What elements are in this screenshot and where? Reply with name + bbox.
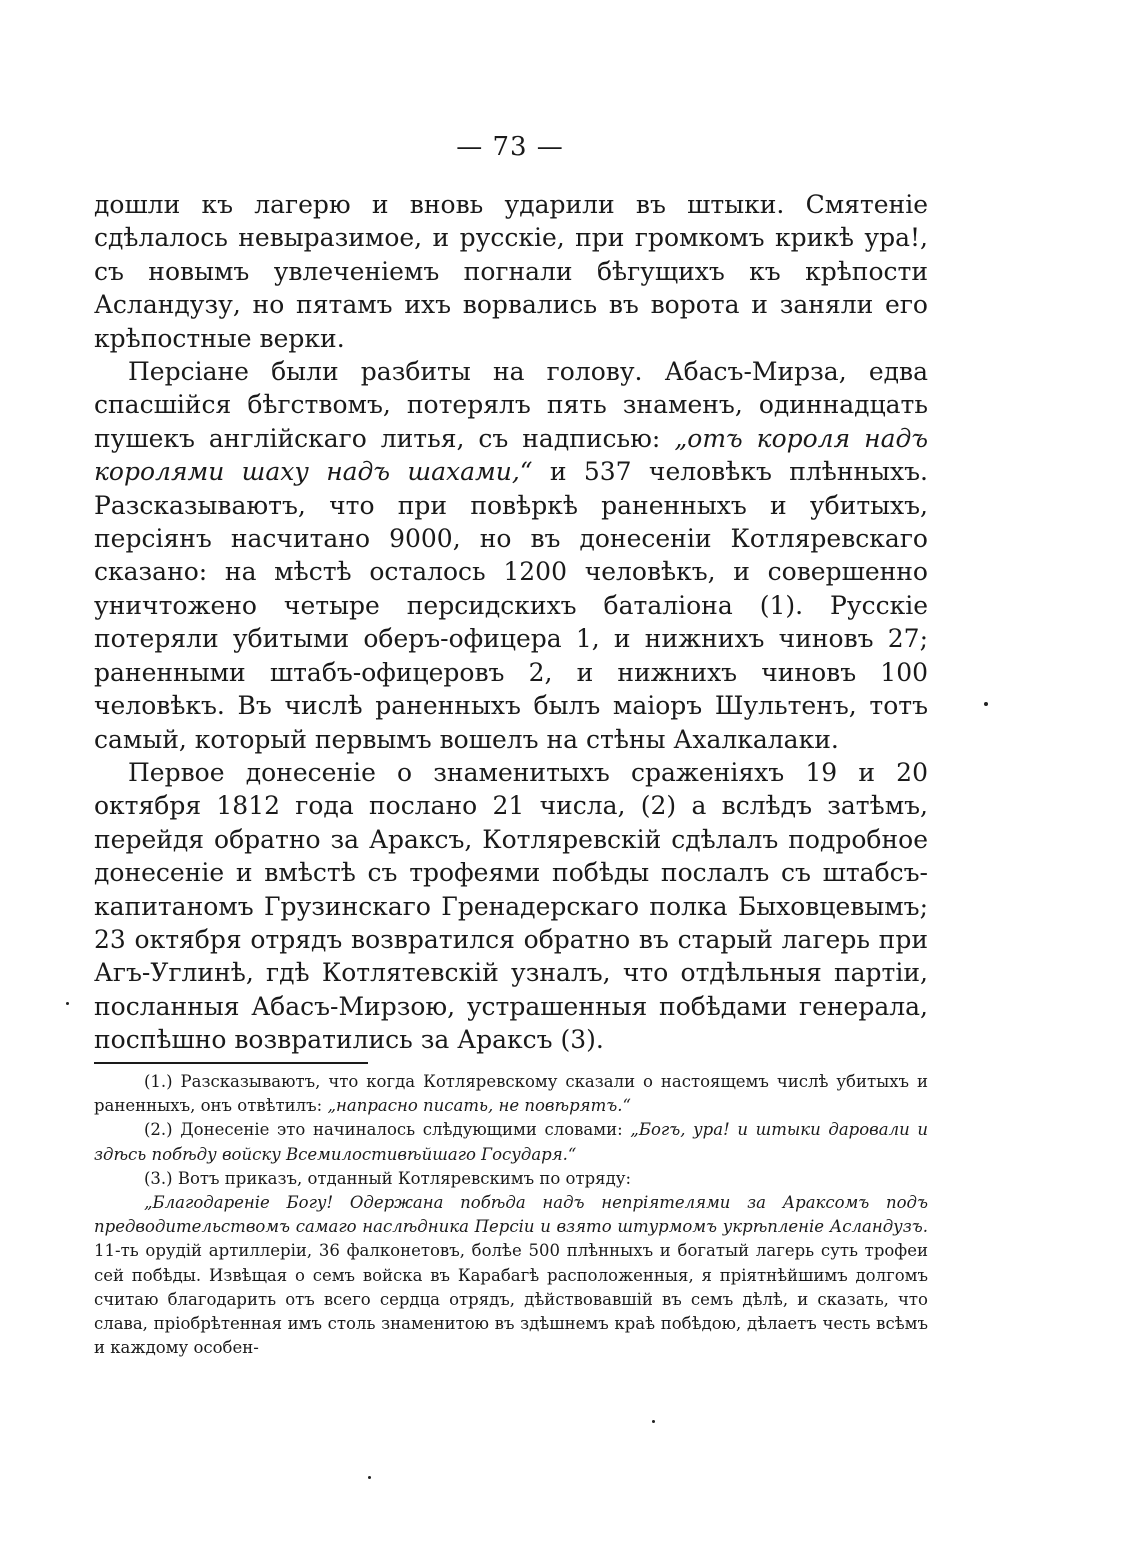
footnote-1 [94, 1070, 928, 1118]
footnote-2-text: (2.) Донесеніе это начиналось слѣдующими словами: [144, 1120, 631, 1140]
footnote-2 [94, 1118, 928, 1166]
paragraph-2-text-b: и 537 человѣкъ плѣнныхъ. Разсказываютъ, что при повѣркѣ раненныхъ и убитыхъ, персіянъ насчитано 9000, но въ донесеніи Котляревскаго сказано: на мѣстѣ осталось 1200 человѣкъ, и совершенно уничтожено четыре персидскихъ баталіона (1). Русскіе потеряли убитыми оберъ-офицера 1, и нижнихъ чиновъ 27; раненными штабъ-офицеровъ 2, и нижнихъ чиновъ 100 человѣкъ. Въ числѣ раненныхъ былъ маіоръ Шультенъ, тотъ самый, который первымъ вошелъ на стѣны Ахалкалаки. [94, 457, 928, 754]
footnote-3-intro: (3.) Вотъ приказъ, отданный Котляревскимъ по отряду: [144, 1168, 632, 1188]
paragraph-2 [94, 355, 928, 756]
paragraph-2-text-a: Персіане были разбиты на голову. Абасъ-Мирза, едва спасшійся бѣгствомъ, потерялъ пять знаменъ, одиннадцать пушекъ англійскаго литья, съ надписью: [94, 357, 928, 453]
footnote-divider [94, 1062, 368, 1064]
scan-speck [652, 1420, 655, 1423]
footnotes [94, 1070, 928, 1360]
scan-speck [66, 1002, 69, 1005]
main-text [94, 188, 928, 1057]
cannon-inscription: „отъ короля надъ королями шаху надъ шахами,“ [94, 423, 928, 487]
page-number: — 73 — [456, 132, 564, 162]
footnote-3-quote: „Благодареніе Богу! Одержана побѣда надъ непріятелями за Араксомъ подъ предводительствомъ самаго наслѣдника Персіи и взято штурмомъ укрѣпленіе Асландузъ. [94, 1193, 928, 1237]
footnote-3-order [94, 1191, 928, 1360]
footnote-3-text: 11-ть орудій артиллеріи, 36 фалконетовъ, болѣе 500 плѣнныхъ и богатый лагерь суть трофеи сей побѣды. Извѣщая о семъ войска въ Карабагѣ расположенныя, я пріятнѣйшимъ долгомъ считаю благодарить отъ всего сердца отрядъ, дѣйствовавшій въ семъ дѣлѣ, и сказать, что слава, пріобрѣтенная имъ столь знаменитою въ здѣшнемъ краѣ побѣдою, дѣлаетъ честь всѣмъ и каждому особен- [94, 1241, 928, 1358]
scan-speck [984, 702, 988, 706]
footnote-1-quote: „напрасно писать, не повѣрятъ.“ [327, 1096, 631, 1116]
footnote-1-text: (1.) Разсказываютъ, что когда Котляревскому сказали о настоящемъ числѣ убитыхъ и раненныхъ, онъ отвѣтилъ: [94, 1072, 928, 1116]
paragraph-3: Первое донесеніе о знаменитыхъ сраженіяхъ 19 и 20 октября 1812 года послано 21 числа, (2) а вслѣдъ затѣмъ, перейдя обратно за Араксъ, Котляревскій сдѣлалъ подробное донесеніе и вмѣстѣ съ трофеями побѣды послалъ съ штабсъ-капитаномъ Грузинскаго Гренадерскаго полка Быховцевымъ; 23 октября отрядъ возвратился обратно въ старый лагерь при Агъ-Углинѣ, гдѣ Котлятевскій узналъ, что отдѣльныя партіи, посланныя Абасъ-Мирзою, устрашенныя побѣдами генерала, поспѣшно возвратились за Араксъ (3). [94, 757, 928, 1055]
scan-speck [368, 1476, 371, 1479]
paragraph-1: дошли къ лагерю и вновь ударили въ штыки. Смятеніе сдѣлалось невыразимое, и русскіе, при громкомъ крикѣ ура!, съ новымъ увлеченіемъ погнали бѣгущихъ къ крѣпости Асландузу, но пятамъ ихъ ворвались въ ворота и заняли его крѣпостные верки. [94, 190, 928, 353]
footnote-2-quote: „Богъ, ура! и штыки даровали и здѣсь побѣду войску Всемилостивѣйшаго Государя.“ [94, 1120, 928, 1164]
